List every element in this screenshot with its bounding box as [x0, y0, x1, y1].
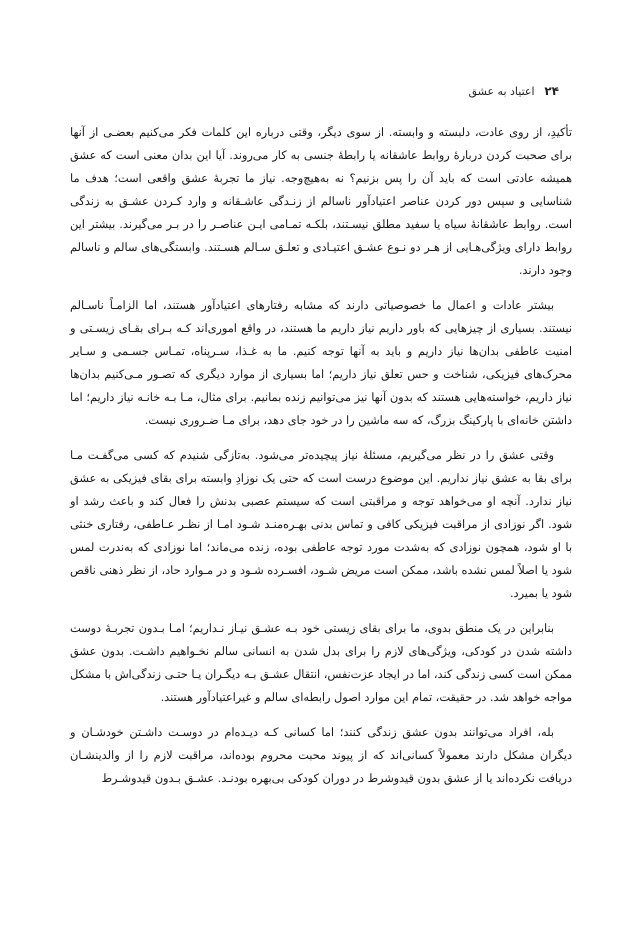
running-header — [469, 84, 560, 98]
paragraph: تأکیدِ، از روی عادت، دلبسته و وابسته. از سوی دیگر، وقتی درباره این کلمات فکر می‌کنیم بعضـی از آنها برای صحبت کردن دربارهٔ روابط عاشقانه یا رابطهٔ جنسی به کار می‌روند. آیا این بدان معنی است که عشق همیشه عادتی است که باید آن را پس بزنیم؟ نه به‌هیچ‌وجه. نیاز ما تجربهٔ عشق واقعی است؛ هدف ما شناسایی و سپس دور کردن عناصر اعتیادآور ناسالم از زنـدگی عاشـقانه و وارد کـردن عشـق به زندگی است. روابط عاشقانهٔ سیاه یا سفید مطلق نیسـتند، بلکـه تمـامی ایـن عناصـر را در بـر می‌گیرند. بیشتر این روابط دارای ویژگی‌هـایی از هـر دو نـوع عشـق اعتیـادی و تعلـق سـالم هسـتند. وابستگی‌های سالم و ناسالم وجود دارند. — [70, 126, 572, 277]
paragraph: بیشتر عادات و اعمال ما خصوصیاتی دارند که مشابه رفتارهای اعتیادآور هستند، اما الزامـاً ناسـالم نیستند. بسیاری از چیزهایی که باور داریم نیاز داریم ما هستند، در واقع اموری‌اند کـه بـرای بقـای زیسـتی و امنیت عاطفی بدان‌ها نیاز داریم و باید به آنها توجه کنیم. ما به غـذا، سـرپناه، تمـاس جسـمی و سـایر محرک‌های فیزیکی، شناخت و حس تعلق نیاز داریم؛ اما بسیاری از موارد دیگری که تصـور مـی‌کنیم بدان‌ها نیاز داریم، خواسته‌هایی هستند که بدون آنها نیز می‌توانیم زنده بمانیم. برای مثال، مـا بـه خانـه نیاز داریم؛ اما داشتن خانه‌ای با پارکینگ بزرگ، که سه ماشین را در خود جای دهد، برای مـا ضـروری نیست. — [70, 299, 572, 427]
paragraph: بله، افراد می‌توانند بدون عشق زندگی کنند؛ اما کسانی کـه دیـده‌ام در دوسـت داشـتن خودشـان و دیگران مشکل دارند معمولاً کسانی‌اند که از پیوند محبت محروم بوده‌اند، مراقبت لازم را از والدینشـان دریافت نکرده‌اند یا از عشق بدون قیدوشرط در دوران کودکی بی‌بهره بودنـد. عشـق بـدون قیدوشـرط — [70, 726, 572, 785]
page-number: ۲۴ — [544, 84, 559, 98]
paragraph: بنابراین در یک منطق بدوی، ما برای بقای زیستی خود بـه عشـق نیـاز نـداریم؛ امـا بـدون تجربـهٔ دوست داشته شدن در کودکی، ویژگی‌های لازم را برای بدل شدن به انسانی سالم نخـواهیم داشـت. بدون عشق ممکن است کسی زندگی کند، اما در ایجاد عزت‌نفس، انتقال عشـق بـه دیگـران یـا حتـی زندگی‌اش با مشکل مواجه خواهد شد. در حقیقت، تمام این موارد اصول رابطه‌ای سالم و غیراعتیادآور هستند. — [70, 622, 572, 704]
running-title: اعتیاد به عشق — [468, 85, 535, 98]
body-text — [70, 121, 572, 796]
paragraph: وقتی عشق را در نظر می‌گیریم، مسئلهٔ نیاز پیچیده‌تر می‌شود. به‌تازگی شنیدم که کسی می‌گفـت مـا برای بقا به عشق نیاز نداریم. این موضوع درست است که حتی یک نوزادِ وابسته برای بقای فیزیکی به عشق نیاز ندارد. آنچه او می‌خواهد توجه و مراقبتی است که سیستم عصبی بدنش را فعال کند و باعث رشد او شود. اگر نوزادی از مراقبت فیزیکی کافی و تماس بدنی بهـره‌منـد شـود امـا از نظـر عـاطفی، رفتاری خنثی با او شود، همچون نوزادی که به‌شدت مورد توجه عاطفی بوده، زنده می‌ماند؛ اما نوزادی که به‌ندرت لمس شود یا اصلاً لمس نشده باشد، ممکن است مریض شـود، افسـرده شـود و در مـوارد حاد، از نظر ذهنی ناقص شود یا بمیرد. — [70, 449, 572, 600]
